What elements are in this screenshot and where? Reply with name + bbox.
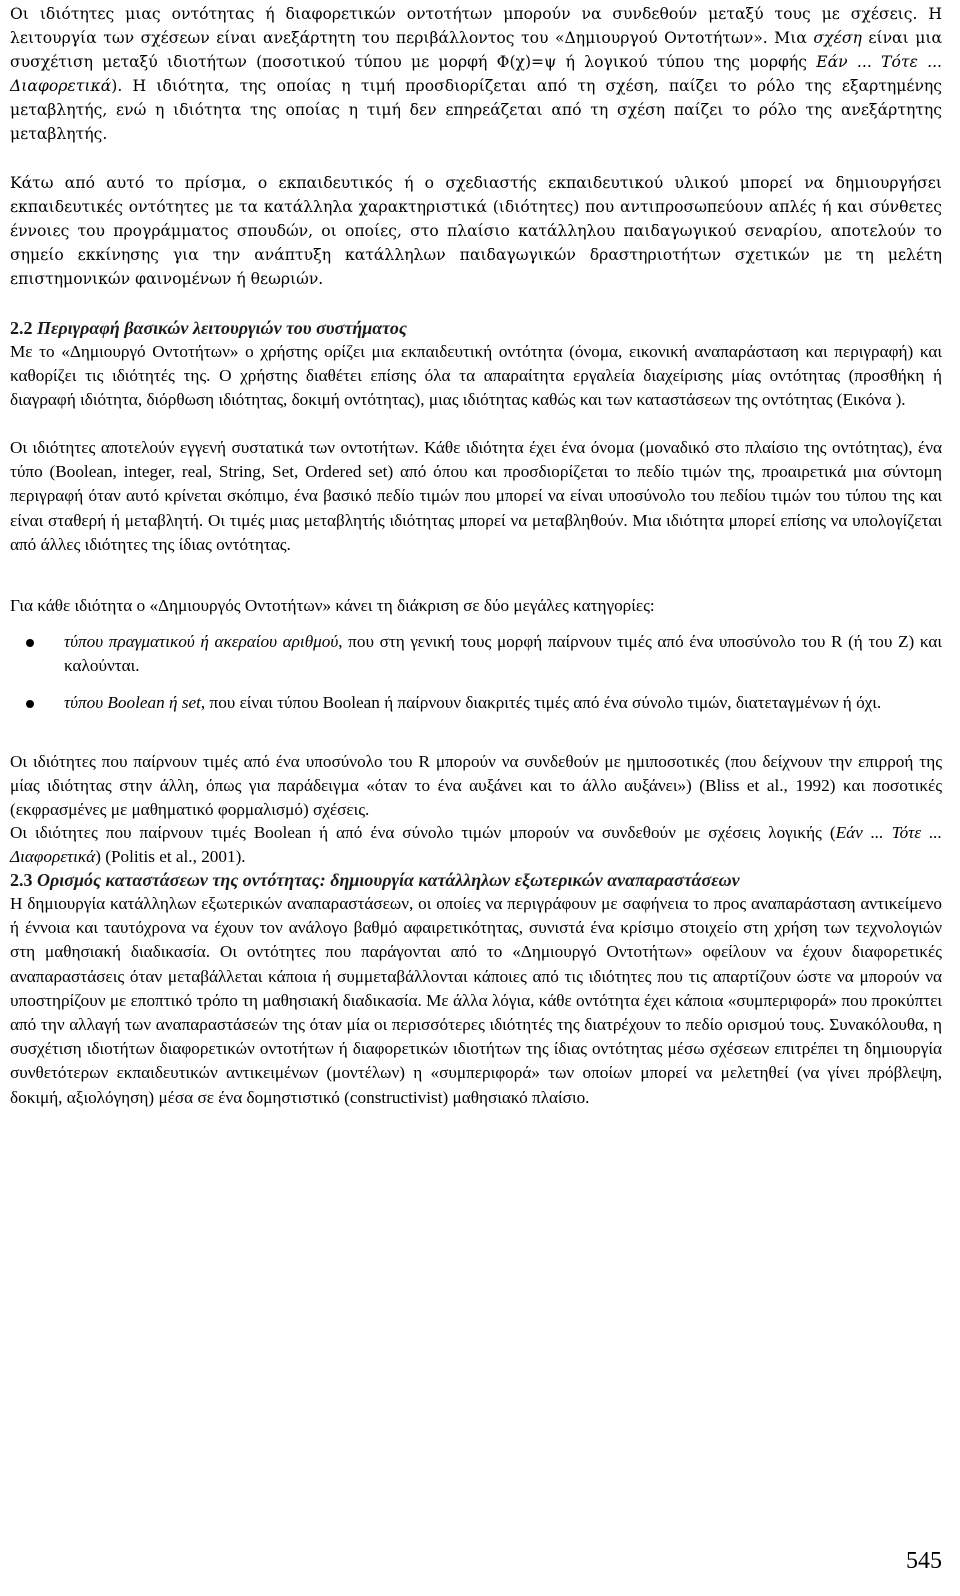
list-item-text bbox=[64, 691, 942, 715]
paragraph-logical-relations bbox=[10, 821, 942, 869]
text-run: ). Η ιδιότητα, της οποίας η τιμή προσδιορίζεται από τη σχέση, παίζει το ρόλο της εξαρτημένης μεταβλητής, ενώ η ιδιότητα της οποίας η τιμή δεν επηρεάζεται από τη σχέση παίζει το ρόλο της ανεξάρτητης μεταβλητής. bbox=[10, 77, 942, 143]
italic-term: Εάν ... Τότε ... Διαφορετικά bbox=[10, 823, 942, 867]
text-run: Οι ιδιότητες που παίρνουν τιμές Boolean ή από ένα σύνολο τιμών μπορούν να συνδεθούν με σχέσεις λογικής ( bbox=[10, 823, 836, 842]
section-title: Ορισμός καταστάσεων της οντότητας: δημιουργία κατάλληλων εξωτερικών αναπαραστάσεων bbox=[32, 870, 740, 890]
italic-term: τύπου πραγματικού ή ακεραίου αριθμού bbox=[64, 632, 339, 651]
paragraph-entity-creator: Με το «Δημιουργό Οντοτήτων» ο χρήστης ορίζει μια εκπαιδευτική οντότητα (όνομα, εικονική αναπαράσταση και περιγραφή) και καθορίζει τις ιδιότητές της. Ο χρήστης διαθέτει επίσης όλα τα απαραίτητα εργαλεία διαχείρισης μίας οντότητας (προσθήκη ή διαγραφή ιδιότητα, διόρθωση ιδιότητας, δοκιμή οντότητας), μιας ιδιότητας καθώς και των καταστάσεων της οντότητας (Εικόνα ). bbox=[10, 342, 942, 410]
paragraph-semiquantitative: Οι ιδιότητες που παίρνουν τιμές από ένα υποσύνολο του R μπορούν να συνδεθούν με ημιποσοτικές (που δείχνουν την επιρροή της μίας ιδιότητας στην άλλη, όπως για παράδειγμα «όταν το ένα αυξάνει και το άλλο αυξάνει») (Bliss et al., 1992) και ποσοτικές (εκφρασμένες με μαθηματικό φορμαλισμό) σχέσεις. bbox=[10, 752, 942, 820]
italic-term: σχέση bbox=[813, 29, 862, 47]
text-run: , που είναι τύπου Boolean ή παίρνουν διακριτές τιμές από ένα σύνολο τιμών, διατεταγμένων ή όχι. bbox=[200, 693, 882, 712]
list-item-text bbox=[64, 630, 942, 678]
paragraph-properties: Οι ιδιότητες αποτελούν εγγενή συστατικά των οντοτήτων. Κάθε ιδιότητα έχει ένα όνομα (μοναδικό στο πλαίσιο της οντότητας), ένα τύπο (Boolean, integer, real, String, Set, Ordered set) από όπου και προσδιορίζεται το πεδίο τιμών της, προαιρετικά μια σύντομη περιγραφή όταν αυτό κρίνεται σκόπιμο, ένα βασικό πεδίο τιμών που μπορεί να είναι υποσύνολο του πεδίου τιμών του τύπου της και είναι σταθερή ή μεταβλητή. Οι τιμές μιας μεταβλητής ιδιότητας μπορεί να μεταβληθούν. Μια ιδιότητα μπορεί επίσης να υπολογίζεται από άλλες ιδιότητες της ίδιας οντότητας. bbox=[10, 438, 942, 554]
italic-term: Εάν ... Τότε ... Διαφορετικά bbox=[10, 53, 942, 95]
text-run: ) (Politis et al., 2001). bbox=[95, 847, 246, 867]
section-heading-2-3 bbox=[10, 868, 942, 892]
text-run: Οι ιδιότητες μιας οντότητας ή διαφορετικών οντοτήτων μπορούν να συνδεθούν μεταξύ τους με σχέσεις. Η λειτουργία των σχέσεων είναι ανεξάρτητη του περιβάλλοντος του «Δημιουργού Οντοτήτων». Μια bbox=[10, 5, 942, 47]
section-title: Περιγραφή βασικών λειτουργιών του συστήματος bbox=[32, 318, 407, 338]
page-number: 545 bbox=[906, 1548, 942, 1574]
paragraph-educational-entities: Κάτω από αυτό το πρίσμα, ο εκπαιδευτικός ή ο σχεδιαστής εκπαιδευτικού υλικού μπορεί να δημιουργήσει εκπαιδευτικές οντότητες με τα κατάλληλα χαρακτηριστικά (ιδιότητες) που αντιπροσωπεύουν απλές ή και σύνθετες έννοιες του προγράμματος σπουδών, οι οποίες, στο πλαίσιο κατάλληλου παιδαγωγικού σεναρίου, αποτελούν το σημείο εκκίνησης για την ανάπτυξη κατάλληλων παιδαγωγικών δραστηριοτήτων σχετικών με τη μελέτη επιστημονικών φαινομένων ή θεωριών. bbox=[10, 174, 942, 288]
italic-term: τύπου Boolean ή set bbox=[64, 693, 201, 712]
bullet-icon bbox=[26, 700, 34, 708]
section-number: 2.2 bbox=[10, 318, 33, 338]
paragraph-categories-intro: Για κάθε ιδιότητα ο «Δημιουργός Οντοτήτων» κάνει τη διάκριση σε δύο μεγάλες κατηγορίες: bbox=[10, 596, 655, 615]
paragraph-relations bbox=[10, 2, 942, 146]
bullet-icon bbox=[26, 639, 34, 647]
paragraph-external-representations: Η δημιουργία κατάλληλων εξωτερικών αναπαραστάσεων, οι οποίες να περιγράφουν με σαφήνεια το προς αναπαράσταση αντικείμενο ή έννοια και ταυτόχρονα να έχουν τον ανάλογο βαθμό αφαιρετικότητας, συνιστά ένα κρίσιμο στοιχείο στη χρήση των τεχνολογιών στη μαθησιακή διαδικασία. Οι οντότητες που παράγονται από το «Δημιουργό Οντοτήτων» οφείλουν να έχουν διαφορετικές αναπαραστάσεις όταν μεταβάλλεται κάποια ή συμμεταβάλλονται κάποιες από τις ιδιότητες που τις απαρτίζουν ώστε να μπορούν να υποστηρίζουν με εποπτικό τρόπο τη μαθησιακή διαδικασία. Με άλλα λόγια, κάθε οντότητα έχει κάποια «συμπεριφορά» που προκύπτει από την αλλαγή των αναπαραστάσεών της όταν μία οι περισσότερες ιδιότητές της διατρέχουν το πεδίο ορισμού τους. Συνακόλουθα, η συσχέτιση ιδιοτήτων διαφορετικών οντοτήτων ή διαφορετικών ιδιοτήτων της ίδιας οντότητας μέσω σχέσεων επιτρέπει τη δημιουργία συνθετότερων εκπαιδευτικών αντικειμένων (μοντέλων) η «συμπεριφορά» των οποίων μπορεί να μελετηθεί (να γίνει πρόβλεψη, δοκιμή, αξιολόγηση) μέσα σε ένα δομηστιστικό (constructivist) μαθησιακό πλαίσιο. bbox=[10, 894, 942, 1107]
text-run: είναι μια συσχέτιση μεταξύ ιδιοτήτων (ποσοτικού τύπου με μορφή Φ(χ)=ψ ή λογικού τύπου της μορφής bbox=[10, 29, 942, 71]
text-run: , που στη γενική τους μορφή παίρνουν τιμές από ένα υποσύνολο του R (ή του Z) και καλούνται. bbox=[64, 632, 943, 676]
section-number: 2.3 bbox=[10, 870, 33, 890]
section-heading-2-2 bbox=[10, 316, 942, 340]
